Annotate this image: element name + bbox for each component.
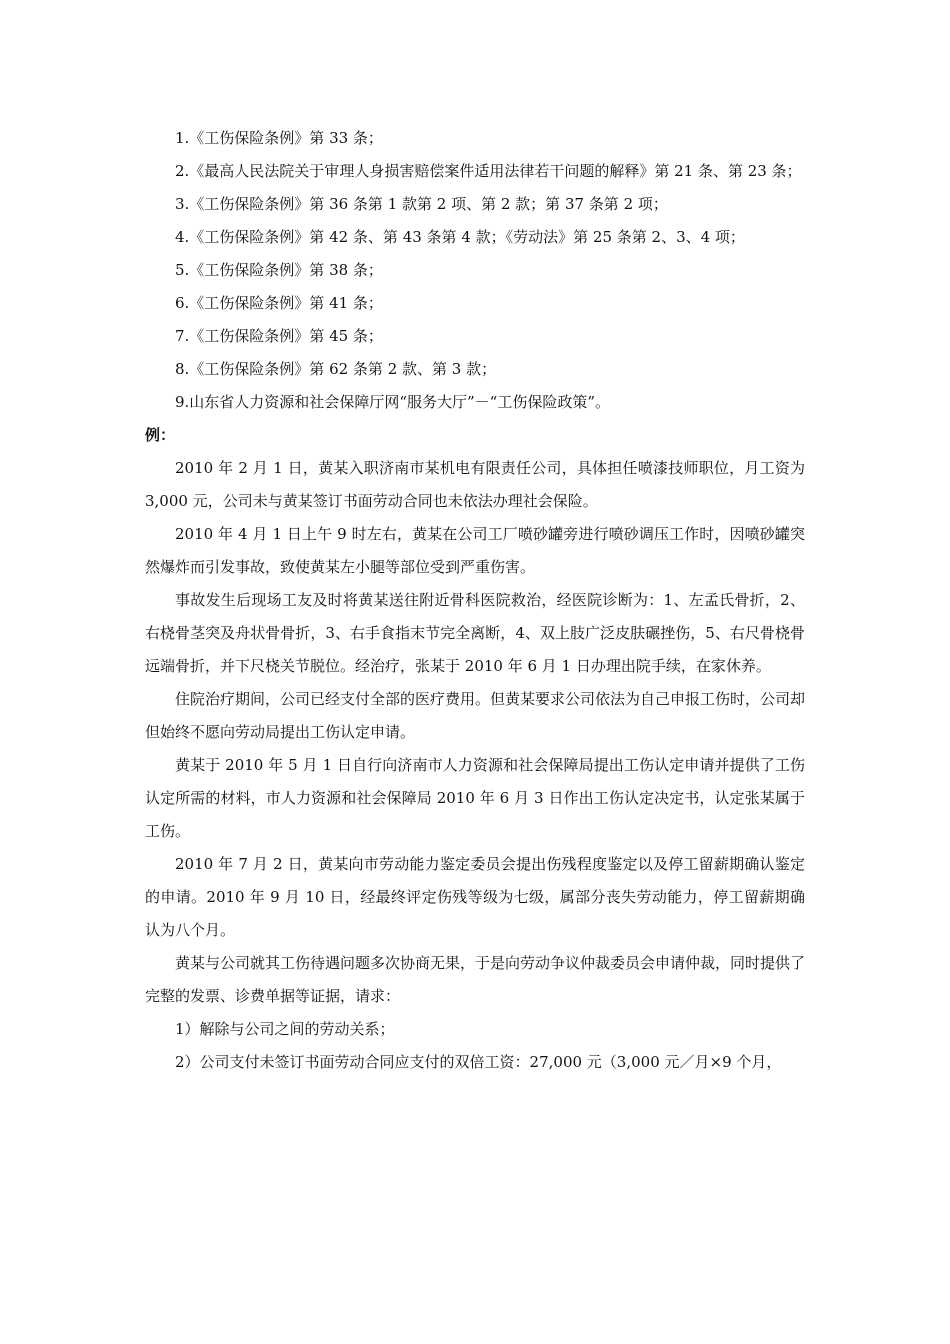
body-paragraph: 2010 年 2 月 1 日，黄某入职济南市某机电有限责任公司，具体担任喷漆技师职位，月工资为 3,000 元，公司未与黄某签订书面劳动合同也未依法办理社会保险。 xyxy=(145,459,805,510)
document-body xyxy=(145,122,805,1079)
body-paragraph: 2010 年 4 月 1 日上午 9 时左右，黄某在公司工厂喷砂罐旁进行喷砂调压工作时，因喷砂罐突然爆炸而引发事故，致使黄某左小腿等部位受到严重伤害。 xyxy=(145,525,805,576)
reference-item: 9.山东省人力资源和社会保障厅网“服务大厅”－“工伤保险政策”。 xyxy=(175,393,610,411)
body-paragraph: 2010 年 7 月 2 日，黄某向市劳动能力鉴定委员会提出伤残程度鉴定以及停工留薪期确认鉴定的申请。2010 年 9 月 10 日，经最终评定伤残等级为七级，属部分丧失劳动能力，停工留薪期确认为八个月。 xyxy=(145,855,805,939)
reference-item: 8.《工伤保险条例》第 62 条第 2 款、第 3 款； xyxy=(175,360,497,378)
claim-item: 2）公司支付未签订书面劳动合同应支付的双倍工资：27,000 元（3,000 元／月×9 个月， xyxy=(175,1053,782,1071)
reference-item: 4.《工伤保险条例》第 42 条、第 43 条第 4 款；《劳动法》第 25 条第 2、3、4 项； xyxy=(175,228,745,246)
claim-item: 1）解除与公司之间的劳动关系； xyxy=(175,1020,395,1038)
reference-item: 7.《工伤保险条例》第 45 条； xyxy=(175,327,383,345)
reference-item: 5.《工伤保险条例》第 38 条； xyxy=(175,261,383,279)
body-paragraph: 黄某于 2010 年 5 月 1 日自行向济南市人力资源和社会保障局提出工伤认定申请并提供了工伤认定所需的材料，市人力资源和社会保障局 2010 年 6 月 3 日作出工伤认定决定书，认定张某属于工伤。 xyxy=(145,756,805,840)
reference-item: 6.《工伤保险条例》第 41 条； xyxy=(175,294,383,312)
body-paragraph: 黄某与公司就其工伤待遇问题多次协商无果，于是向劳动争议仲裁委员会申请仲裁，同时提供了完整的发票、诊费单据等证据，请求： xyxy=(145,954,806,1005)
reference-item: 2.《最高人民法院关于审理人身损害赔偿案件适用法律若干问题的解释》第 21 条、第 23 条； xyxy=(175,162,802,180)
reference-item: 1.《工伤保险条例》第 33 条； xyxy=(175,129,383,147)
body-paragraph: 住院治疗期间，公司已经支付全部的医疗费用。但黄某要求公司依法为自己申报工伤时，公司却但始终不愿向劳动局提出工伤认定申请。 xyxy=(145,690,806,741)
body-paragraph: 事故发生后现场工友及时将黄某送往附近骨科医院救治，经医院诊断为：1、左孟氏骨折，2、右桡骨茎突及舟状骨骨折，3、右手食指末节完全离断，4、双上肢广泛皮肤碾挫伤，5、右尺骨桡骨远端骨折，并下尺桡关节脱位。经治疗，张某于 2010 年 6 月 1 日办理出院手续，在家休养。 xyxy=(145,591,805,675)
reference-item: 3.《工伤保险条例》第 36 条第 1 款第 2 项、第 2 款；第 37 条第 2 项； xyxy=(175,195,668,213)
example-heading: 例： xyxy=(145,426,176,444)
